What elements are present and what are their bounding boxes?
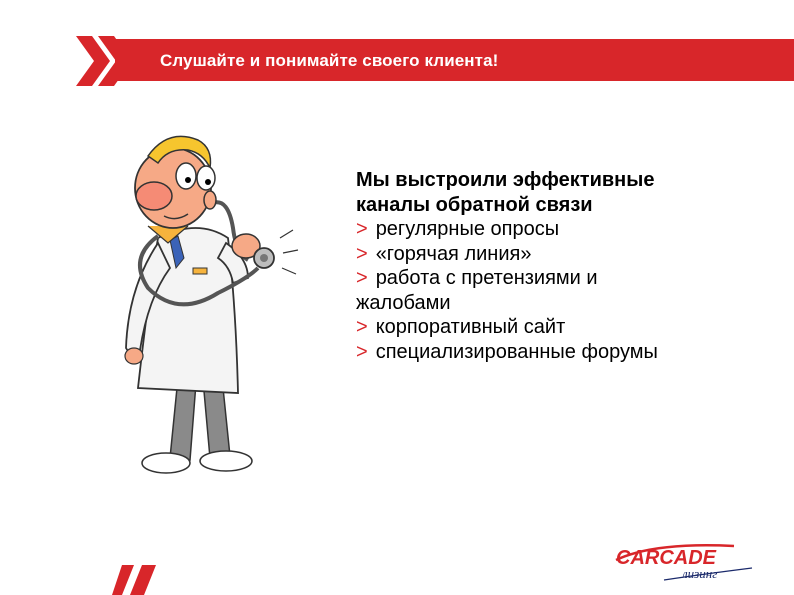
- bullet-marker: >: [356, 267, 368, 289]
- intro-line-2: каналы обратной связи: [356, 193, 593, 216]
- bullet-text: специализированные форумы: [375, 340, 658, 363]
- logo-subtitle-text: лизинг: [682, 566, 718, 581]
- corner-stripes-icon: [112, 565, 162, 595]
- bullet-text: корпоративный сайт: [375, 316, 566, 338]
- logo-brand-text: CARCADE: [616, 547, 716, 569]
- bullet-text: регулярные опросы: [375, 218, 560, 240]
- bullet-marker: >: [356, 316, 368, 338]
- page-title: Слушайте и понимайте своего клиента!: [160, 51, 499, 70]
- bullet-item: [356, 242, 756, 267]
- bullet-item: [356, 266, 756, 291]
- doctor-illustration: [118, 118, 308, 498]
- bullet-marker: >: [356, 242, 368, 265]
- feedback-channels-text: [356, 168, 756, 364]
- bullet-marker: >: [356, 218, 368, 240]
- bullet-item: [356, 315, 756, 340]
- bullet-continuation: жалобами: [356, 291, 451, 314]
- bullet-text: «горячая линия»: [375, 242, 532, 265]
- intro-line-1: Мы выстроили эффективные: [356, 169, 655, 191]
- bullet-marker: >: [356, 340, 368, 363]
- bullet-item: [356, 217, 756, 242]
- bullet-item: [356, 340, 756, 365]
- carcade-logo: [614, 540, 774, 582]
- bullet-text: работа с претензиями и: [375, 267, 598, 289]
